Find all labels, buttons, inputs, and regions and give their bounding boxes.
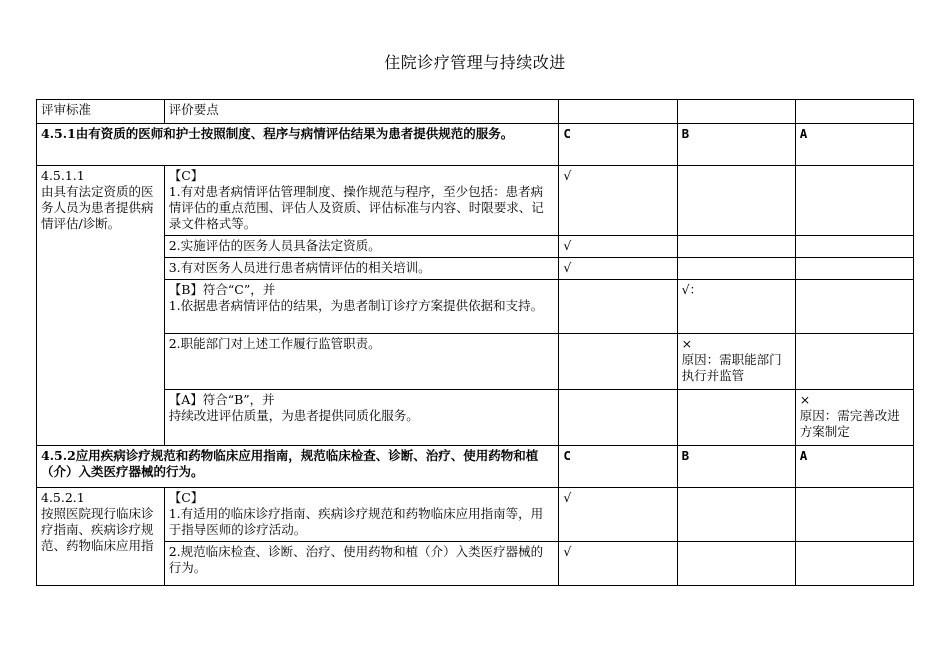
result-cell-b (677, 280, 795, 334)
sub-standard-desc: 按照医院现行临床诊疗指南、疾病诊疗规范、药物临床应用指 (41, 506, 154, 553)
criteria-line: 【B】符合“C”，并 (168, 282, 276, 297)
header-points: 评价要点 (164, 100, 559, 124)
criteria-row (37, 334, 914, 390)
result-mark: × (799, 392, 811, 407)
header-a (795, 100, 913, 124)
criteria-line: 1.有适用的临床诊疗指南、疾病诊疗规范和药物临床应用指南等，用于指导医师的诊疗活动。 (168, 506, 544, 537)
result-cell-b (677, 334, 795, 390)
result-cell-c (559, 280, 677, 334)
result-mark: 原因：需职能部门执行并监管 (681, 352, 782, 383)
result-mark: √ (563, 168, 572, 183)
page-title: 住院诊疗管理与持续改进 (384, 53, 566, 72)
result-cell-a (795, 258, 913, 280)
criteria-row (37, 258, 914, 280)
result-cell-a (795, 236, 913, 258)
result-cell-b (677, 542, 795, 586)
result-cell-b (677, 236, 795, 258)
sub-standard-cell (37, 166, 165, 446)
sub-standard-cell (37, 488, 165, 586)
criteria-line: 1.依据患者病情评估的结果，为患者制订诊疗方案提供依据和支持。 (168, 298, 544, 313)
sub-standard-desc: 由具有法定资质的医务人员为患者提供病情评估/诊断。 (41, 184, 154, 231)
result-cell-c (559, 542, 677, 586)
criteria-line: 2.规范临床检查、诊断、治疗、使用药物和植（介）入类医疗器械的行为。 (168, 544, 544, 575)
criteria-text (164, 542, 559, 586)
result-cell-a (795, 390, 913, 446)
result-cell-b (677, 488, 795, 542)
standard-title: 4.5.2应用疾病诊疗规范和药物临床应用指南，规范临床检查、诊断、治疗、使用药物和植（介）入类医疗器械的行为。 (37, 446, 559, 488)
sub-standard-code: 4.5.1.1 (41, 168, 85, 183)
criteria-row (37, 542, 914, 586)
result-cell-c (559, 166, 677, 236)
header-standard: 评审标准 (37, 100, 165, 124)
result-cell-c (559, 488, 677, 542)
result-mark: × (681, 336, 693, 351)
result-cell-a (795, 334, 913, 390)
review-table (36, 99, 914, 586)
result-mark: 原因：需完善改进方案制定 (799, 408, 900, 439)
result-mark: √ (563, 238, 572, 253)
criteria-row (37, 236, 914, 258)
criteria-text (164, 334, 559, 390)
criteria-text (164, 166, 559, 236)
criteria-text (164, 390, 559, 446)
standard-row (37, 446, 914, 488)
result-cell-b (677, 166, 795, 236)
result-mark: √ (563, 544, 572, 559)
result-cell-a (795, 542, 913, 586)
criteria-text (164, 258, 559, 280)
criteria-line: 【C】 (168, 168, 204, 183)
criteria-text (164, 488, 559, 542)
criteria-row (37, 280, 914, 334)
criteria-row (37, 488, 914, 542)
criteria-line: 3.有对医务人员进行患者病情评估的相关培训。 (168, 260, 431, 275)
standard-row (37, 124, 914, 166)
result-cell-c (559, 334, 677, 390)
criteria-row (37, 166, 914, 236)
grade-label-a: A (795, 446, 913, 488)
criteria-line: 2.实施评估的医务人员具备法定资质。 (168, 238, 381, 253)
grade-label-a: A (795, 124, 913, 166)
header-c (559, 100, 677, 124)
result-cell-a (795, 280, 913, 334)
result-cell-a (795, 488, 913, 542)
grade-label-b: B (677, 446, 795, 488)
grade-label-c: C (559, 124, 677, 166)
sub-standard-code: 4.5.2.1 (41, 490, 85, 505)
criteria-line: 【C】 (168, 490, 204, 505)
result-cell-a (795, 166, 913, 236)
criteria-line: 【A】符合“B”，并 (168, 392, 275, 407)
criteria-line: 1.有对患者病情评估管理制度、操作规范与程序，至少包括：患者病情评估的重点范围、评估人及资质、评估标准与内容、时限要求、记录文件格式等。 (168, 184, 544, 231)
result-mark: √： (681, 282, 703, 297)
result-cell-b (677, 390, 795, 446)
result-cell-b (677, 258, 795, 280)
result-cell-c (559, 390, 677, 446)
criteria-text (164, 236, 559, 258)
result-mark: √ (563, 260, 572, 275)
result-mark: √ (563, 490, 572, 505)
result-cell-c (559, 236, 677, 258)
result-cell-c (559, 258, 677, 280)
standard-title: 4.5.1由有资质的医师和护士按照制度、程序与病情评估结果为患者提供规范的服务。 (37, 124, 559, 166)
criteria-row (37, 390, 914, 446)
grade-label-b: B (677, 124, 795, 166)
header-b (677, 100, 795, 124)
criteria-line: 2.职能部门对上述工作履行监管职责。 (168, 336, 381, 351)
grade-label-c: C (559, 446, 677, 488)
criteria-line: 持续改进评估质量，为患者提供同质化服务。 (168, 408, 419, 423)
criteria-text (164, 280, 559, 334)
table-header-row (37, 100, 914, 124)
